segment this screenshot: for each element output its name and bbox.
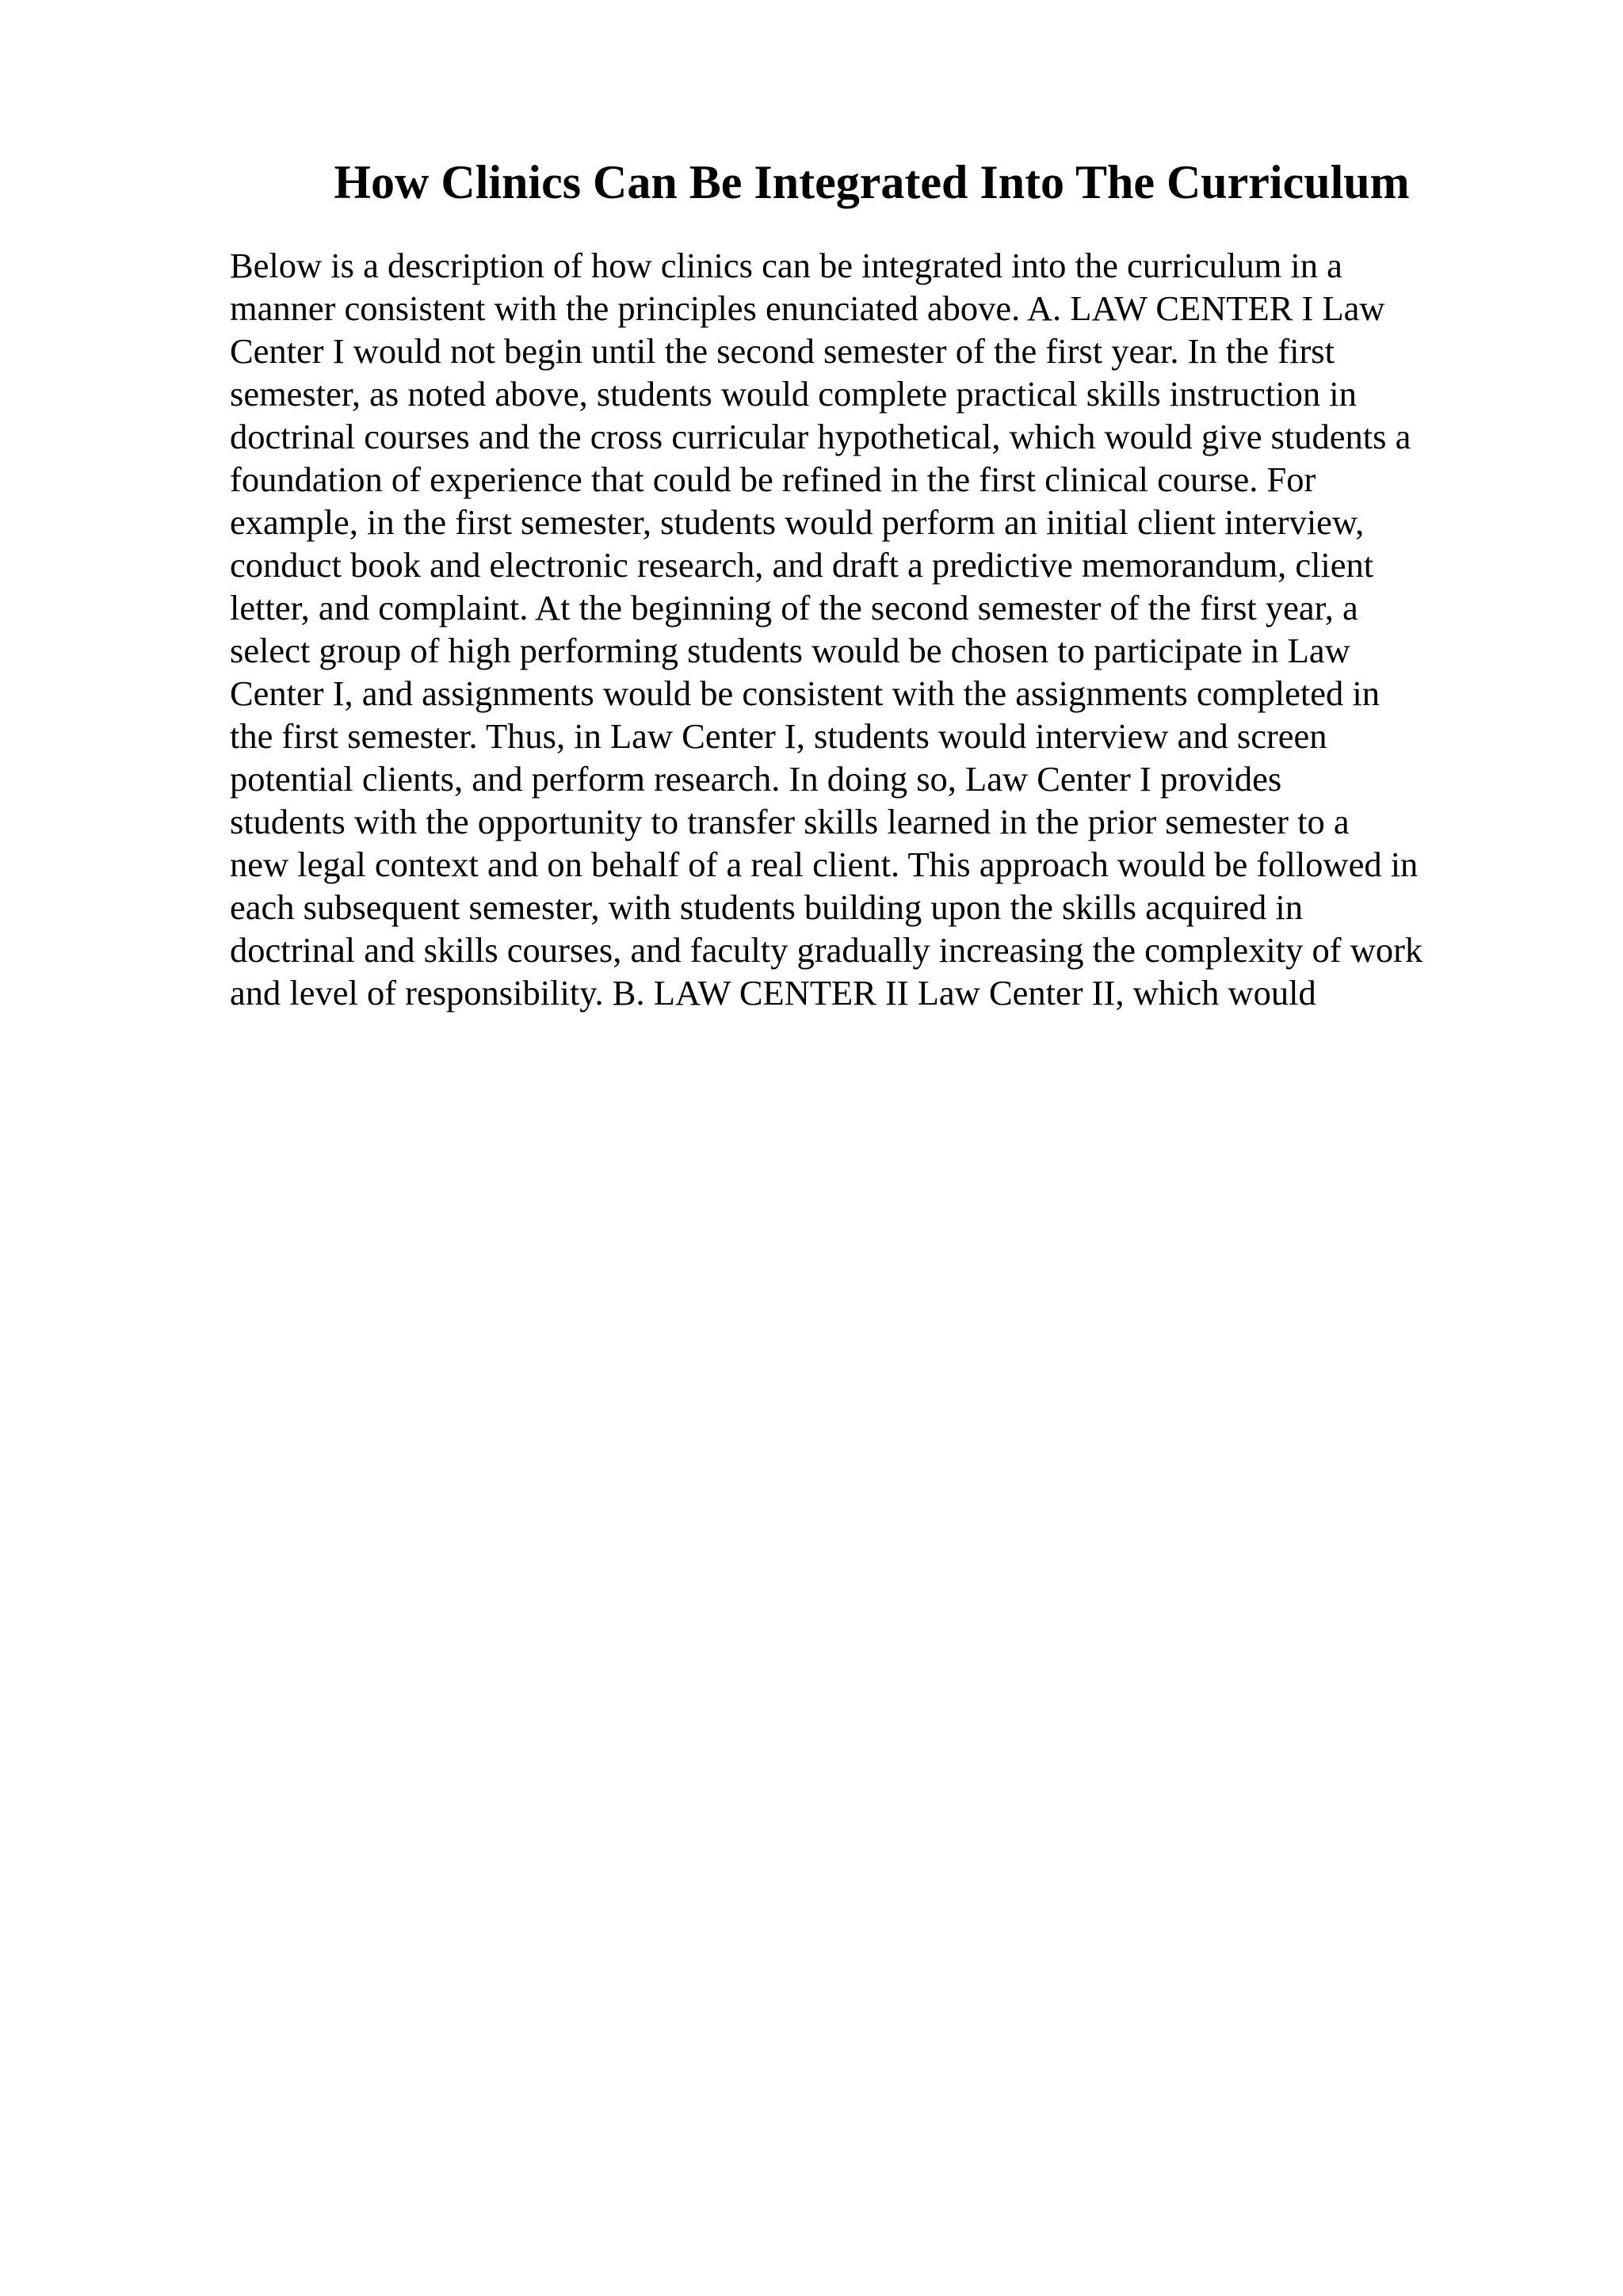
body-line: Below is a description of how clinics can be integrated into the curriculum in a: [230, 246, 1342, 285]
body-line: doctrinal and skills courses, and faculty gradually increasing the complexity of work: [230, 930, 1423, 970]
body-line: semester, as noted above, students would complete practical skills instruction in: [230, 374, 1357, 414]
body-line: new legal context and on behalf of a real client. This approach would be followed in: [230, 845, 1419, 884]
body-paragraph: [230, 244, 1482, 1014]
body-line: doctrinal courses and the cross curricular hypothetical, which would give students a: [230, 417, 1411, 456]
body-line: manner consistent with the principles enunciated above. A. LAW CENTER I Law: [230, 288, 1385, 328]
body-line: students with the opportunity to transfer skills learned in the prior semester to a: [230, 802, 1350, 841]
document-title: How Clinics Can Be Integrated Into The Curriculum: [334, 156, 1410, 208]
body-line: letter, and complaint. At the beginning of the second semester of the first year, a: [230, 588, 1358, 627]
body-line: Center I, and assignments would be consistent with the assignments completed in: [230, 673, 1380, 713]
body-line: and level of responsibility. B. LAW CENTER II Law Center II, which would: [230, 973, 1316, 1013]
body-line: the first semester. Thus, in Law Center I, students would interview and screen: [230, 716, 1327, 756]
body-line: select group of high performing students would be chosen to participate in Law: [230, 631, 1350, 670]
body-line: potential clients, and perform research. In doing so, Law Center I provides: [230, 759, 1282, 799]
body-line: conduct book and electronic research, and draft a predictive memorandum, client: [230, 545, 1374, 585]
body-line: each subsequent semester, with students building upon the skills acquired in: [230, 887, 1303, 927]
body-line: foundation of experience that could be refined in the first clinical course. For: [230, 460, 1316, 499]
body-line: example, in the first semester, students would perform an initial client interview,: [230, 502, 1365, 542]
body-line: Center I would not begin until the second semester of the first year. In the first: [230, 331, 1335, 371]
